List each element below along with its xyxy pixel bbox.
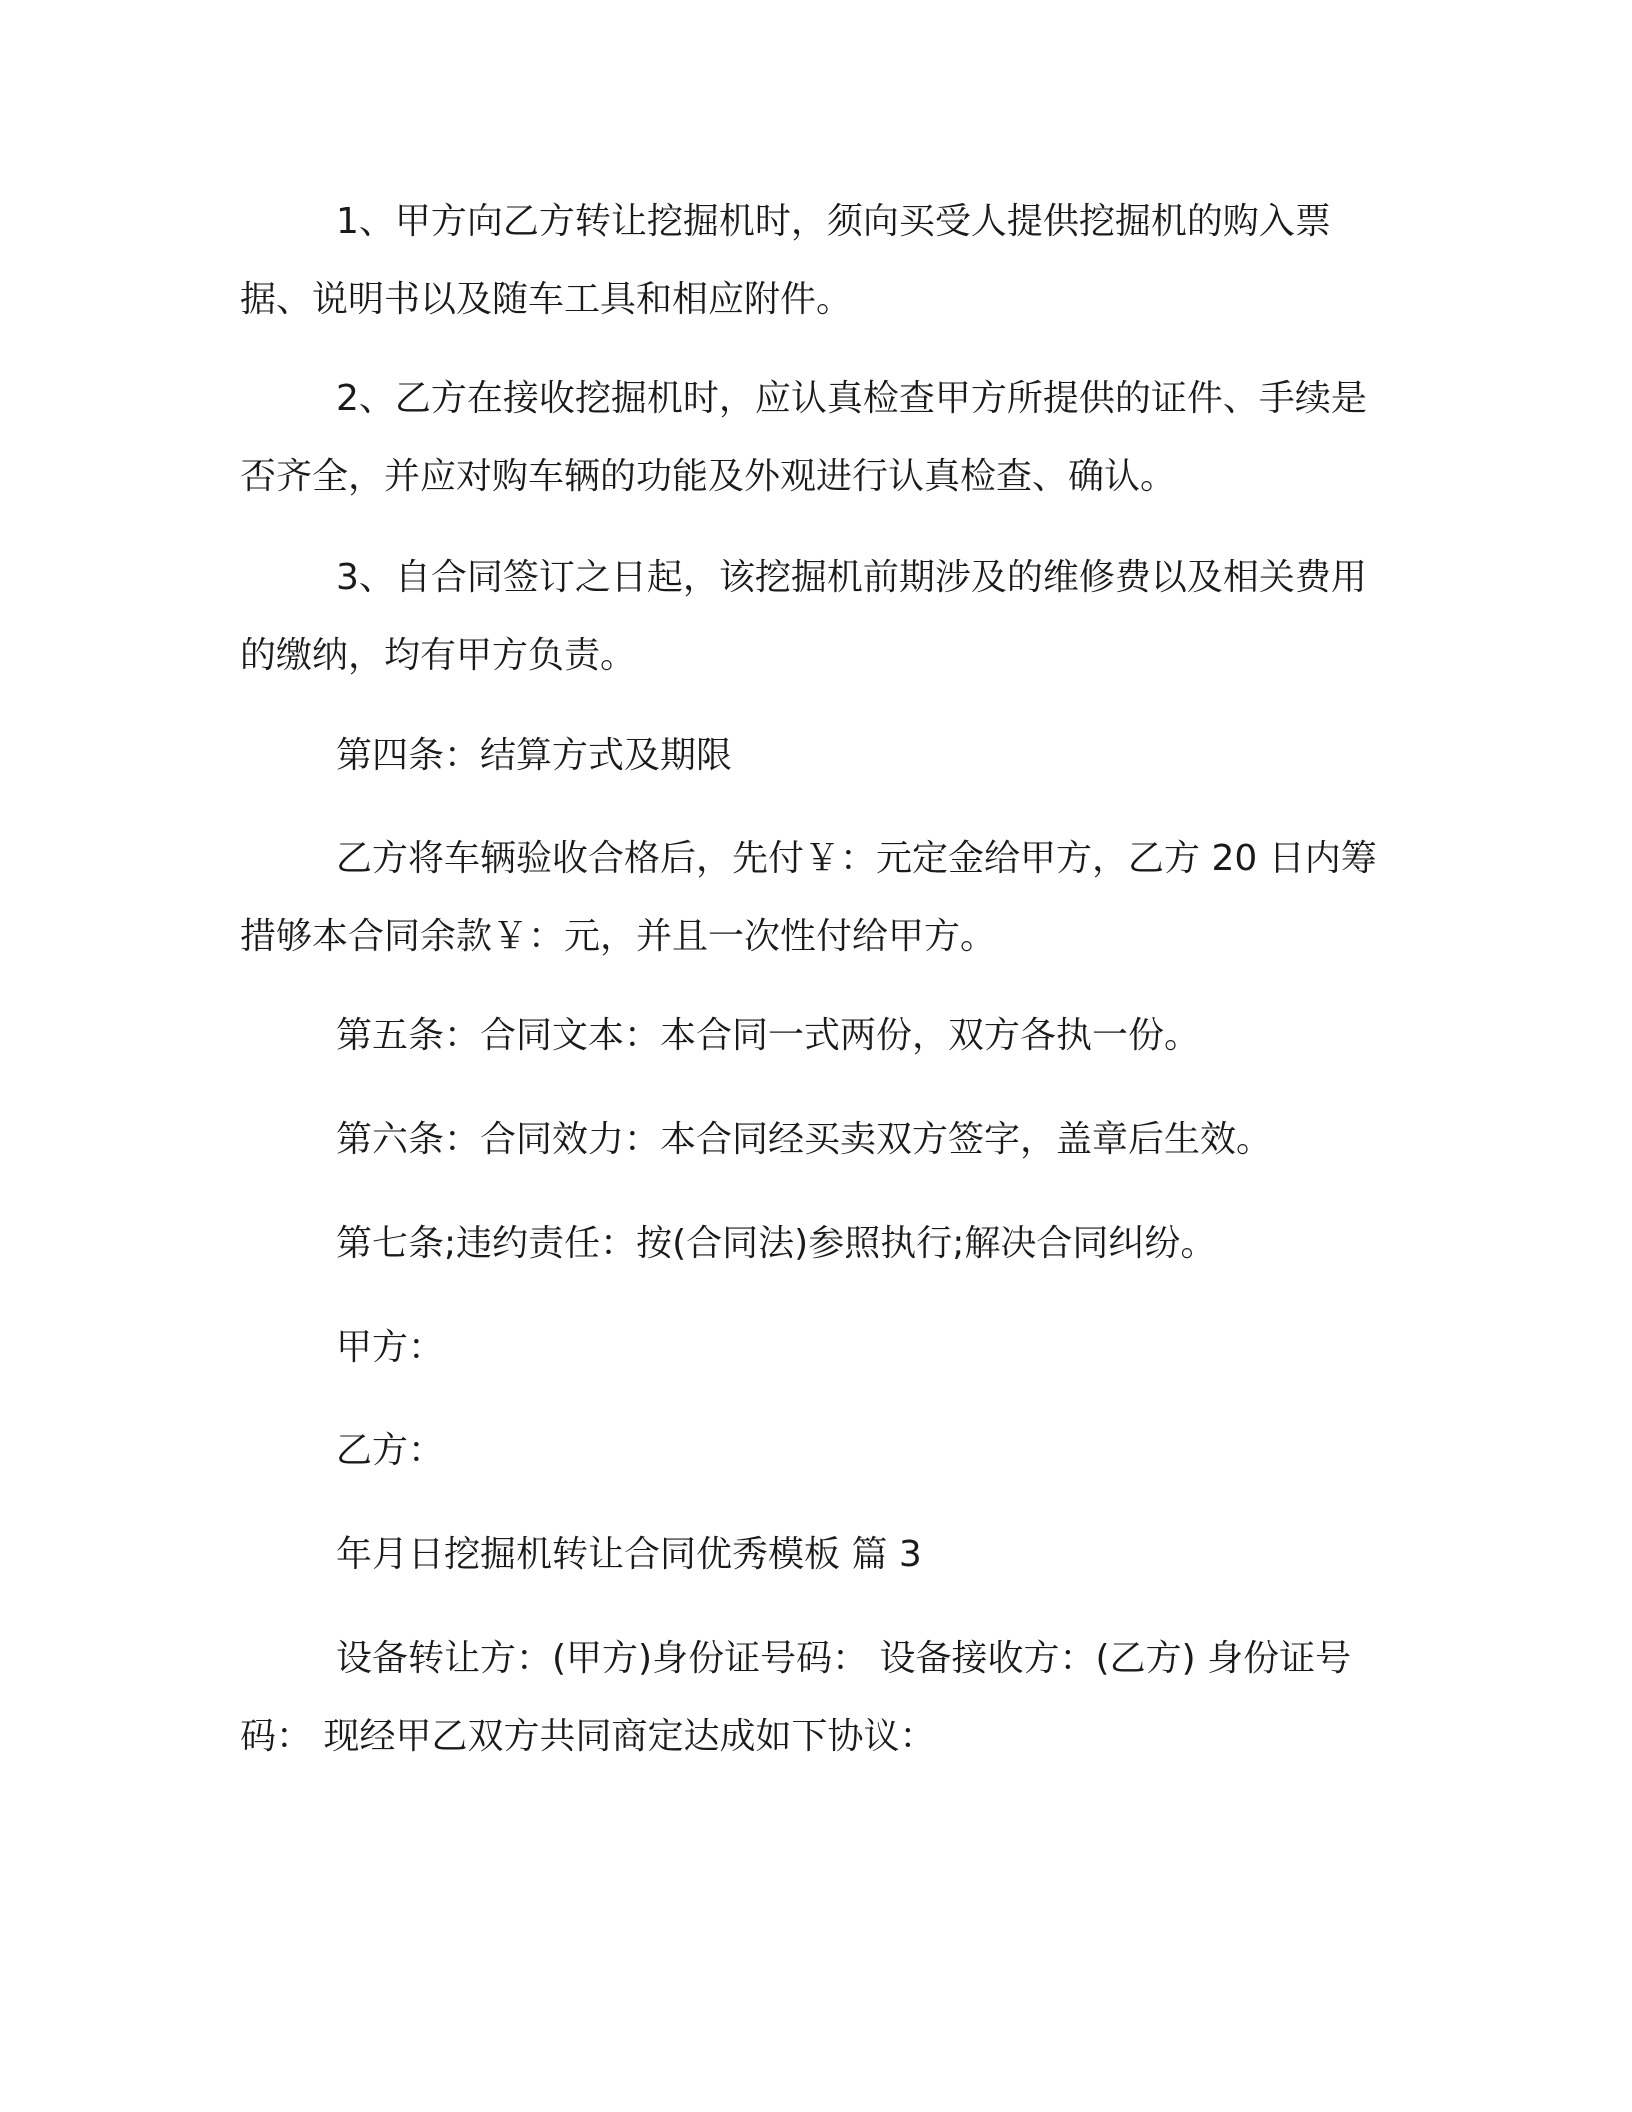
- party-b-signature-line: 乙方：: [336, 1430, 445, 1471]
- article-6: 第六条：合同效力：本合同经买卖双方签字，盖章后生效。: [336, 1119, 1273, 1160]
- paragraph-clause-2: 2、乙方在接收挖掘机时，应认真检查甲方所提供的证件、手续是否齐全，并应对购车辆的功能及外观进行认真检查、确认。: [240, 378, 1367, 497]
- article-5: 第五条：合同文本：本合同一式两份，双方各执一份。: [336, 1015, 1201, 1056]
- party-a-signature-line: 甲方：: [336, 1327, 445, 1368]
- article-4-heading: 第四条：结算方式及期限: [336, 735, 733, 776]
- paragraph-parties-intro: 设备转让方：(甲方)身份证号码： 设备接收方：(乙方) 身份证号码： 现经甲乙双方共同商定达成如下协议：: [240, 1638, 1352, 1757]
- section-title-template-3: 年月日挖掘机转让合同优秀模板 篇 3: [336, 1534, 922, 1575]
- paragraph-payment: 乙方将车辆验收合格后，先付￥：元定金给甲方，乙方 20 日内筹措够本合同余款￥：元，并且一次性付给甲方。: [240, 838, 1377, 957]
- paragraph-clause-3: 3、自合同签订之日起，该挖掘机前期涉及的维修费以及相关费用的缴纳，均有甲方负责。: [240, 557, 1367, 676]
- article-7: 第七条;违约责任：按(合同法)参照执行;解决合同纠纷。: [336, 1223, 1217, 1264]
- paragraph-clause-1: 1、甲方向乙方转让挖掘机时，须向买受人提供挖掘机的购入票据、说明书以及随车工具和相应附件。: [240, 201, 1331, 320]
